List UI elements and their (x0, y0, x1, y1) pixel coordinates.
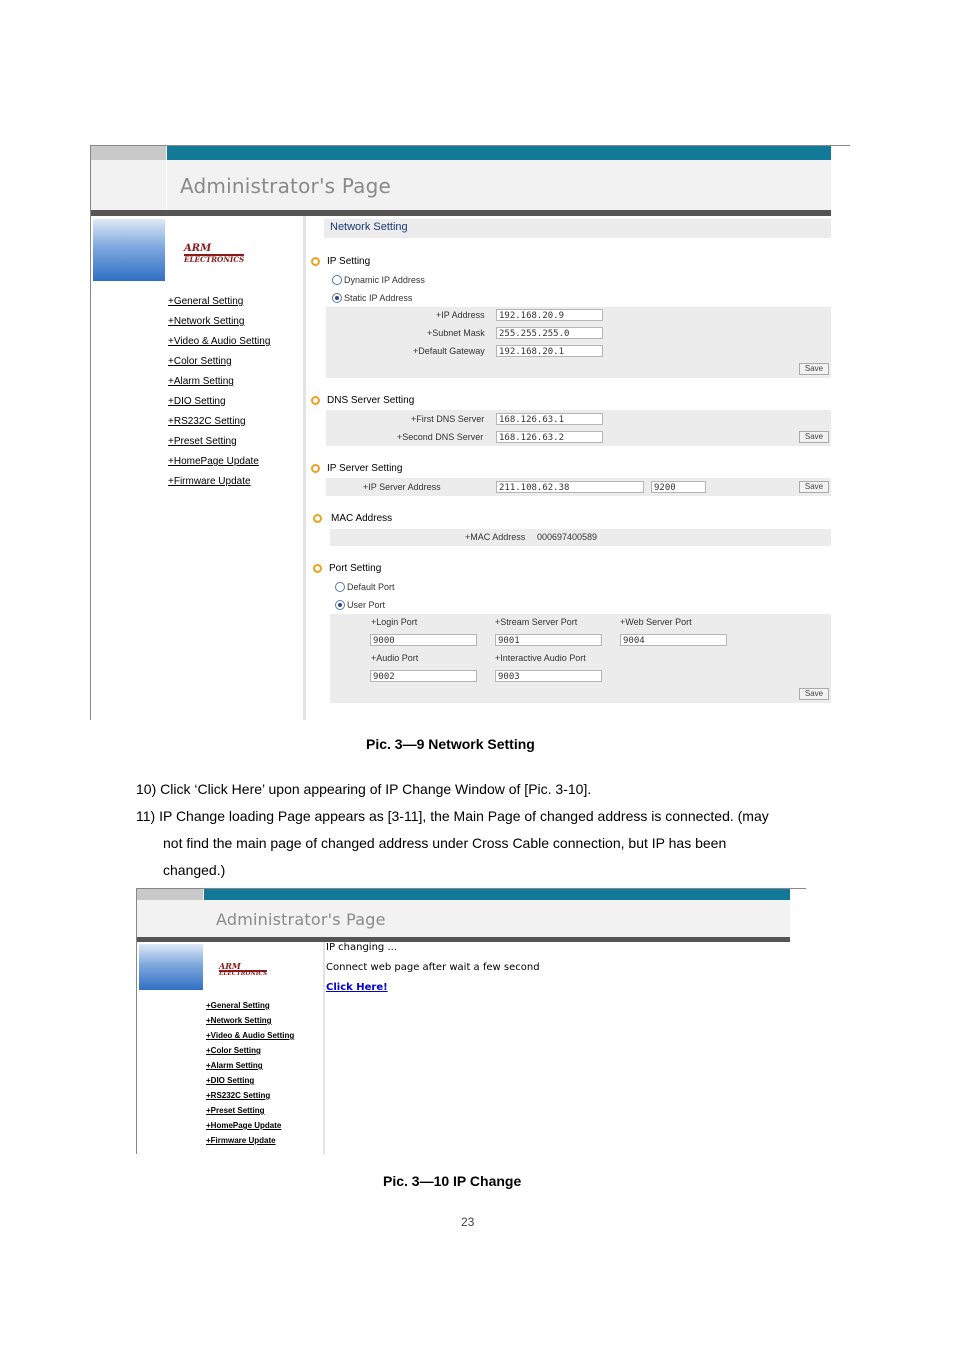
mac-address-title: MAC Address (331, 513, 393, 524)
user-port-label: User Port (347, 600, 386, 610)
ip-server-address-input[interactable]: 211.108.62.38 (496, 481, 644, 493)
menu-rs232c-setting[interactable]: +RS232C Setting (168, 416, 246, 427)
default-port-radio[interactable] (335, 582, 345, 592)
menu-firmware-update[interactable]: +Firmware Update (168, 476, 251, 487)
sidebar2-divider (323, 942, 325, 1154)
menu2-firmware-update[interactable]: +Firmware Update (206, 1136, 276, 1145)
ip-server-title: IP Server Setting (327, 463, 403, 474)
login-port-label: +Login Port (371, 617, 418, 627)
menu-general-setting[interactable]: +General Setting (168, 296, 244, 307)
logo-top-text: ARM (184, 243, 212, 254)
page-number: 23 (461, 1215, 475, 1229)
default-gateway-input[interactable]: 192.168.20.1 (496, 345, 603, 357)
static-ip-label: Static IP Address (344, 293, 413, 303)
menu-network-setting[interactable]: +Network Setting (168, 316, 245, 327)
menu-color-setting[interactable]: +Color Setting (168, 356, 232, 367)
audio-port-input[interactable]: 9002 (370, 670, 477, 682)
menu2-video-audio-setting[interactable]: +Video & Audio Setting (206, 1031, 295, 1040)
dns-setting-bullet-icon (311, 396, 320, 405)
first-dns-label: +First DNS Server (411, 414, 485, 424)
sidebar-divider (303, 216, 306, 720)
logo-bottom-text: ELECTRONICS (184, 255, 245, 264)
page2-title: Administrator's Page (216, 910, 386, 929)
menu-alarm-setting[interactable]: +Alarm Setting (168, 376, 234, 387)
wait-message: Connect web page after wait a few second (326, 962, 540, 973)
stream-port-label: +Stream Server Port (495, 617, 578, 627)
page-title: Administrator's Page (180, 174, 392, 198)
menu2-rs232c-setting[interactable]: +RS232C Setting (206, 1091, 271, 1100)
dynamic-ip-radio[interactable] (332, 275, 342, 285)
default-port-label: Default Port (347, 582, 395, 592)
web-port-input[interactable]: 9004 (620, 634, 727, 646)
header2-gray-block (137, 889, 203, 900)
caption-figure-3-9: Pic. 3—9 Network Setting (366, 736, 535, 752)
menu2-color-setting[interactable]: +Color Setting (206, 1046, 261, 1055)
sidebar-blue-block (93, 219, 165, 281)
audio-port-label: +Audio Port (371, 653, 419, 663)
menu2-alarm-setting[interactable]: +Alarm Setting (206, 1061, 263, 1070)
subnet-mask-input[interactable]: 255.255.255.0 (496, 327, 603, 339)
figure-border-left (90, 145, 91, 720)
login-port-input[interactable]: 9000 (370, 634, 477, 646)
default-gateway-label: +Default Gateway (413, 346, 485, 356)
caption-figure-3-10: Pic. 3—10 IP Change (383, 1173, 522, 1189)
header-gray-block (91, 146, 166, 160)
ip-setting-title: IP Setting (327, 256, 371, 267)
logo2-bottom-text: ELECTRONICS (219, 971, 268, 977)
second-dns-input[interactable]: 168.126.63.2 (496, 431, 603, 443)
step-10-text: 10) Click ‘Click Here’ upon appearing of IP Change Window of [Pic. 3-10]. (136, 781, 592, 797)
menu-preset-setting[interactable]: +Preset Setting (168, 436, 237, 447)
ip-setting-save-button[interactable]: Save (799, 363, 829, 375)
step-11-line-2: not find the main page of changed address under Cross Cable connection, but IP has been (163, 835, 727, 851)
first-dns-input[interactable]: 168.126.63.1 (496, 413, 603, 425)
menu-dio-setting[interactable]: +DIO Setting (168, 396, 226, 407)
port-setting-bullet-icon (313, 564, 322, 573)
mac-address-bullet-icon (313, 514, 322, 523)
menu2-network-setting[interactable]: +Network Setting (206, 1016, 272, 1025)
ip-changing-message: IP changing ... (326, 942, 397, 953)
dynamic-ip-label: Dynamic IP Address (344, 275, 425, 285)
port-save-button[interactable]: Save (799, 688, 829, 700)
web-port-label: +Web Server Port (620, 617, 692, 627)
port-setting-title: Port Setting (329, 563, 382, 574)
menu2-dio-setting[interactable]: +DIO Setting (206, 1076, 255, 1085)
dns-save-button[interactable]: Save (799, 431, 829, 443)
logo2-top-text: ARM (219, 961, 241, 971)
ip-address-input[interactable]: 192.168.20.9 (496, 309, 603, 321)
ip-server-bullet-icon (311, 464, 320, 473)
arm-electronics-logo-2 (219, 962, 267, 978)
header2-teal-bar (204, 889, 790, 900)
sidebar2-blue-block (139, 944, 203, 990)
arm-electronics-logo (184, 244, 244, 263)
click-here-link[interactable]: Click Here! (326, 982, 388, 993)
user-port-radio[interactable] (335, 600, 345, 610)
menu2-preset-setting[interactable]: +Preset Setting (206, 1106, 265, 1115)
ip-address-label: +IP Address (436, 310, 485, 320)
network-setting-banner: Network Setting (324, 219, 831, 238)
dns-setting-title: DNS Server Setting (327, 395, 415, 406)
ip-server-port-input[interactable]: 9200 (651, 481, 706, 493)
interactive-audio-port-input[interactable]: 9003 (495, 670, 602, 682)
menu-video-audio-setting[interactable]: +Video & Audio Setting (168, 336, 271, 347)
menu2-general-setting[interactable]: +General Setting (206, 1001, 270, 1010)
static-ip-radio[interactable] (332, 293, 342, 303)
menu-homepage-update[interactable]: +HomePage Update (168, 456, 259, 467)
ip-server-save-button[interactable]: Save (799, 481, 829, 493)
stream-port-input[interactable]: 9001 (495, 634, 602, 646)
mac-address-label: +MAC Address (465, 532, 526, 542)
step-11-line-1: 11) IP Change loading Page appears as [3-11], the Main Page of changed address is connected. (may (136, 808, 769, 824)
second-dns-label: +Second DNS Server (397, 432, 484, 442)
menu2-homepage-update[interactable]: +HomePage Update (206, 1121, 282, 1130)
header-teal-bar (167, 146, 831, 160)
header-white-strip (166, 160, 167, 210)
mac-address-value: 000697400589 (537, 532, 598, 542)
ip-server-address-label: +IP Server Address (363, 482, 441, 492)
ip-setting-bullet-icon (311, 257, 320, 266)
interactive-audio-port-label: +Interactive Audio Port (495, 653, 586, 663)
subnet-mask-label: +Subnet Mask (427, 328, 485, 338)
header-dark-bar (91, 210, 831, 216)
step-11-line-3: changed.) (163, 862, 226, 878)
header2-dark-bar (137, 937, 790, 942)
